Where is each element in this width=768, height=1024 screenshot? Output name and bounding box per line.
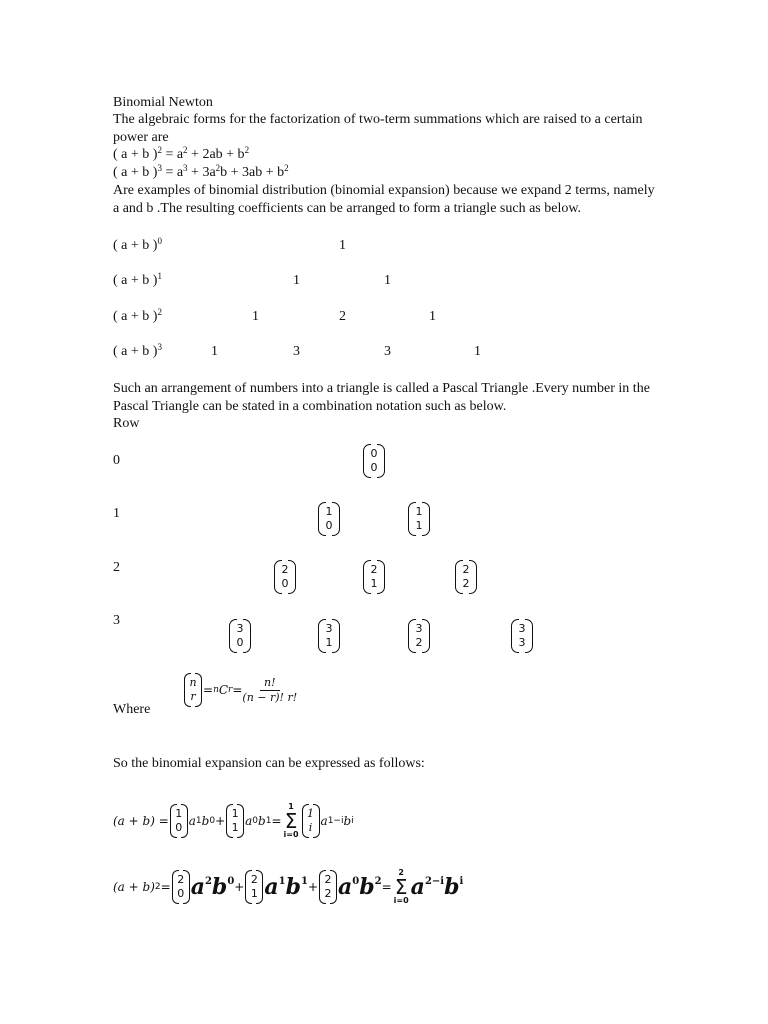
- equation-square: ( a + b )$^2 = a^2 + 2ab + b^2$: [113, 145, 250, 162]
- expansion-paragraph: Are examples of binomial distribution (binomial expansion) because we expand 2 terms, namely a and b .The resulting coefficients can be arranged to form a triangle such as below.: [113, 183, 655, 216]
- triangle-value: 1: [293, 273, 300, 288]
- binomial-coefficient: 3 2: [408, 618, 430, 654]
- triangle-value: 1: [384, 273, 391, 288]
- binomial-coefficient: 3 3: [511, 618, 533, 654]
- binomial-coefficient: 2 0: [274, 559, 296, 595]
- binomial-coefficient: 2 1: [363, 559, 385, 595]
- triangle-value: 1: [429, 309, 436, 324]
- triangle-value: 1: [339, 238, 346, 253]
- triangle-row-label: ( a + b )$^0$: [113, 236, 162, 253]
- combination-formula: n r = n C r = $\frac{n!}{(n - r)! r!}$: [183, 672, 297, 708]
- binomial-coefficient: 2 2: [455, 559, 477, 595]
- row-label: 0: [113, 453, 120, 468]
- binomial-coefficient: 3 1: [318, 618, 340, 654]
- row-label: 3: [113, 613, 120, 628]
- triangle-row-label: ( a + b )$^2$: [113, 307, 162, 324]
- triangle-value: 2: [339, 309, 346, 324]
- row-header: Row: [113, 416, 140, 431]
- binomial-coefficient: 0 0: [363, 443, 385, 479]
- intro-paragraph: The algebraic forms for the factorization of two-term summations which are raised to a certain power are: [113, 112, 643, 145]
- binomial-coefficient: 3 0: [229, 618, 251, 654]
- where-label: Where: [113, 702, 151, 717]
- doc-title: Binomial Newton: [113, 95, 213, 110]
- triangle-value: 3: [384, 344, 391, 359]
- triangle-row-label: ( a + b )$^1$: [113, 271, 162, 288]
- expansion-first-power: (a + b) = 1 0 a 1 b 0 + 1 1 a 0 b 1 = 1 Σ i=0 1 i a 1−i b i: [113, 802, 354, 839]
- pascal-paragraph: Such an arrangement of numbers into a triangle is called a Pascal Triangle .Every number in the Pascal Triangle can be stated in a combination notation such as below.: [113, 381, 650, 414]
- row-label: 2: [113, 560, 120, 575]
- triangle-value: 1: [474, 344, 481, 359]
- row-label: 1: [113, 506, 120, 521]
- binomial-coefficient: 1 0: [318, 501, 340, 537]
- binomial-coefficient: 1 1: [408, 501, 430, 537]
- triangle-row-label: ( a + b )$^3$: [113, 342, 162, 359]
- expansion-intro: So the binomial expansion can be expressed as follows:: [113, 756, 425, 771]
- equation-cube: ( a + b )$^3 = a^3 + 3a^2b + 3ab + b^2$: [113, 163, 289, 180]
- expansion-second-power: (a + b) 2 = 2 0 $a^2b^0$ + 2 1 $a^1b^1$ + 2 2 $a^0b^2$ = 2 Σ i=0 $a^{2-i}b^i$: [113, 868, 464, 905]
- triangle-value: 1: [211, 344, 218, 359]
- triangle-value: 3: [293, 344, 300, 359]
- triangle-value: 1: [252, 309, 259, 324]
